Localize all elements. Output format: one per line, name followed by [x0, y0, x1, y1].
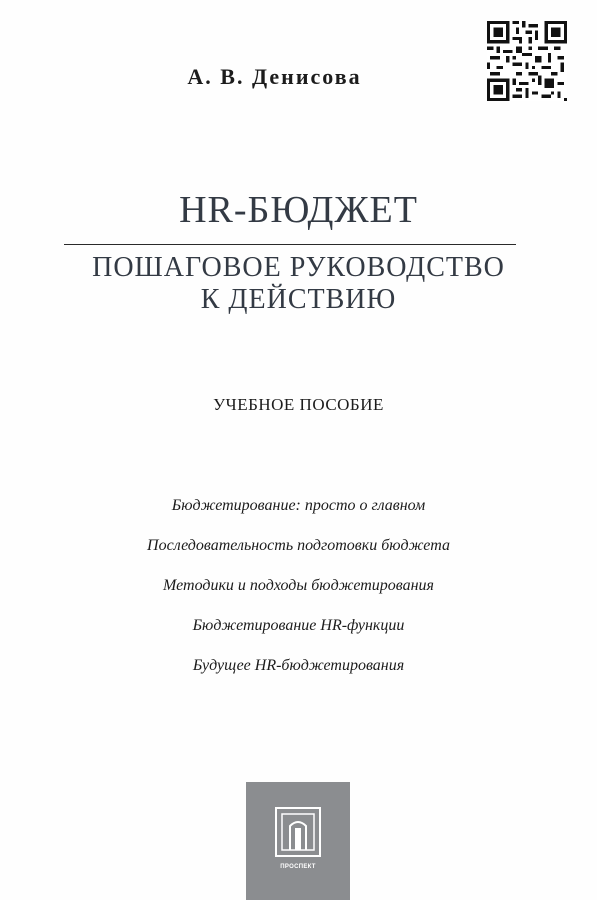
- publisher-logo-icon: [246, 782, 350, 900]
- book-subtitle: [0, 252, 597, 316]
- author-name: А. В. Денисова: [187, 64, 362, 89]
- logo-mark: [274, 806, 322, 858]
- topic-item: Методики и подходы бюджетирования: [163, 577, 434, 594]
- title-divider: [64, 244, 516, 245]
- topic-item: Будущее HR-бюджетирования: [192, 657, 405, 674]
- book-title: HR-БЮДЖЕТ: [179, 189, 418, 231]
- topic-item: Последовательность подготовки бюджета: [147, 537, 450, 554]
- subtitle-line-2: К ДЕЙСТВИЮ: [200, 284, 397, 315]
- topic-item: Бюджетирование HR-функции: [192, 617, 405, 634]
- qr-code-icon: [487, 20, 567, 102]
- topics-list: [0, 494, 597, 694]
- book-type: УЧЕБНОЕ ПОСОБИЕ: [213, 395, 384, 414]
- subtitle-line-1: ПОШАГОВОЕ РУКОВОДСТВО: [92, 252, 505, 283]
- topic-item: Бюджетирование: просто о главном: [171, 497, 426, 514]
- publisher-name: ПРОСПЕКТ: [280, 864, 316, 870]
